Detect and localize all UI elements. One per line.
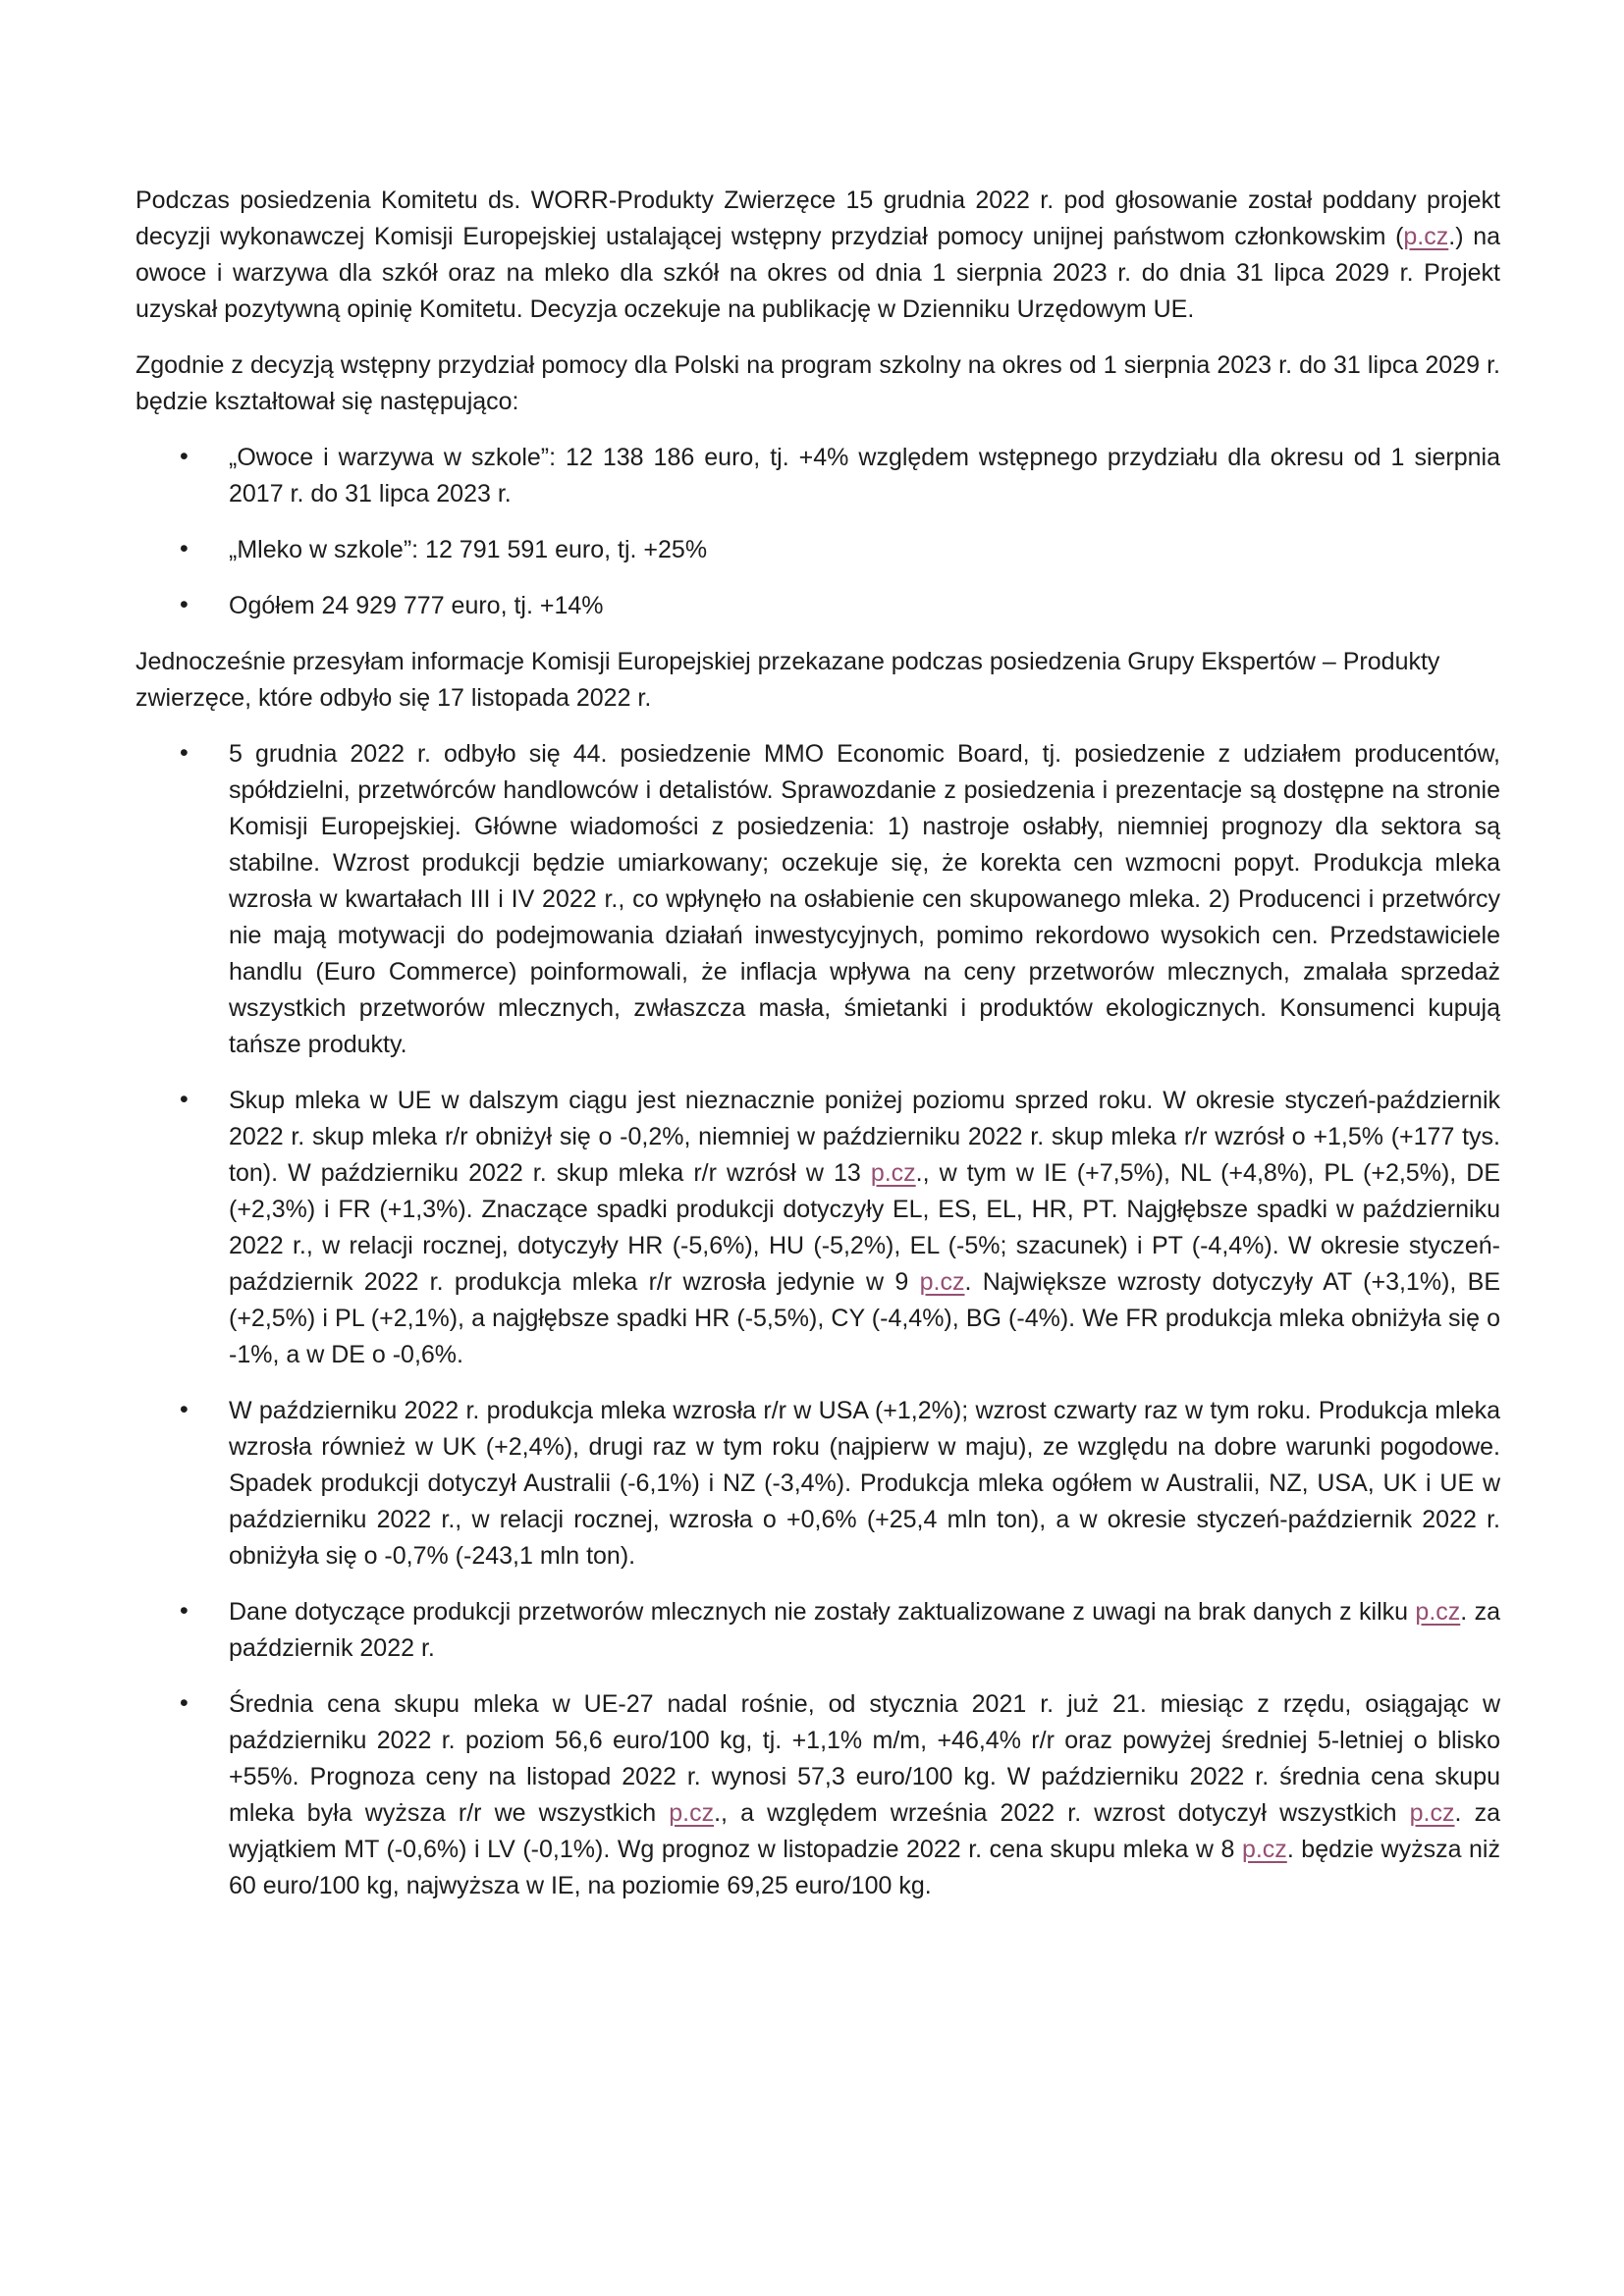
text-run: . będzie wyższa niż 60 euro/100 kg, najwyższa w IE, na poziomie 69,25 euro/100 kg. — [229, 1836, 1500, 1899]
text-run: Dane dotyczące produkcji przetworów mlecznych nie zostały zaktualizowane z uwagi na brak danych z kilku — [229, 1598, 1416, 1626]
bullet-item — [135, 588, 1500, 624]
bullet-icon: • — [180, 1396, 189, 1423]
text-run: „Mleko w szkole”: 12 791 591 euro, tj. +25% — [229, 536, 708, 563]
bullet-icon: • — [180, 1597, 189, 1625]
text-run: ., a względem września 2022 r. wzrost dotyczył wszystkich — [714, 1799, 1410, 1827]
text-run: W październiku 2022 r. produkcja mleka wzrosła r/r w USA (+1,2%); wzrost czwarty raz w tym roku. Produkcja mleka wzrosła również w UK (+2,4%), drugi raz w tym roku (najpierw w maju), ze względu na dobre warunki pogodowe. Spadek produkcji dotyczył Australii (-6,1%) i NZ (-3,4%). Produkcja mleka ogółem w Australii, NZ, USA, UK i UE w październiku 2022 r., w relacji rocznej, wzrosła o +0,6% (+25,4 mln ton), a w okresie styczeń-październik 2022 r. obniżyła się o -0,7% (-243,1 mln ton). — [229, 1397, 1500, 1570]
text-run: . za październik 2022 r. — [229, 1598, 1501, 1662]
text-run: Średnia cena skupu mleka w UE-27 nadal rośnie, od stycznia 2021 r. już 21. miesiąc z rzędu, osiągając w październiku 2022 r. poziom 56,6 euro/100 kg, tj. +1,1% m/m, +46,4% r/r oraz powyżej średniej 5-letniej o blisko +55%. Prognoza ceny na listopad 2022 r. wynosi 57,3 euro/100 kg. W październiku 2022 r. średnia cena skupu mleka była wyższa r/r we wszystkich — [229, 1690, 1500, 1827]
text-run: ., w tym w IE (+7,5%), NL (+4,8%), PL (+2,5%), DE (+2,3%) i FR (+1,3%). Znaczące spadki produkcji dotyczyły EL, ES, EL, HR, PT. Najgłębsze spadki w październiku 2022 r., w relacji rocznej, dotyczyły HR (-5,6%), HU (-5,2%), EL (-5%; szacunek) i PT (-4,4%). W okresie styczeń-październik 2022 r. produkcja mleka r/r wzrosła jedynie w 9 — [229, 1159, 1500, 1296]
bullet-item — [135, 1594, 1500, 1667]
bullet-item-text — [229, 1393, 1500, 1575]
text-run: Jednocześnie przesyłam informacje Komisji Europejskiej przekazane podczas posiedzenia Grupy Ekspertów – Produkty zwierzęce, które odbyło się 17 listopada 2022 r. — [135, 648, 1440, 712]
text-run: .) na owoce i warzywa dla szkół oraz na mleko dla szkół na okres od dnia 1 sierpnia 2023 r. do dnia 31 lipca 2029 r. Projekt uzyskał pozytywną opinię Komitetu. Decyzja oczekuje na publikację w Dzienniku Urzędowym UE. — [135, 223, 1500, 323]
p-cz-link[interactable]: p.cz — [1409, 1799, 1455, 1827]
bullet-item — [135, 1393, 1500, 1575]
bullet-item-text — [229, 1083, 1500, 1373]
text-run: Ogółem 24 929 777 euro, tj. +14% — [229, 592, 604, 619]
text-run: . Największe wzrosty dotyczyły AT (+3,1%), BE (+2,5%) i PL (+2,1%), a najgłębsze spadki HR (-5,5%), CY (-4,4%), BG (-4%). We FR produkcja mleka obniżyła się o -1%, a w DE o -0,6%. — [229, 1268, 1500, 1368]
p-cz-link[interactable]: p.cz — [870, 1159, 916, 1187]
p-cz-link[interactable]: p.cz — [669, 1799, 715, 1827]
paragraph — [135, 644, 1500, 717]
p-cz-link[interactable]: p.cz — [1415, 1598, 1461, 1626]
bullet-icon: • — [180, 739, 189, 767]
text-run: Skup mleka w UE w dalszym ciągu jest nieznacznie poniżej poziomu sprzed roku. W okresie styczeń-październik 2022 r. skup mleka r/r obniżył się o -0,2%, niemniej w październiku 2022 r. skup mleka r/r wzrósł o +1,5% (+177 tys. ton). W październiku 2022 r. skup mleka r/r wzrósł w 13 — [229, 1087, 1500, 1187]
bullet-item-text — [229, 1686, 1500, 1904]
text-run: . za wyjątkiem MT (-0,6%) i LV (-0,1%). Wg prognoz w listopadzie 2022 r. cena skupu mleka w 8 — [229, 1799, 1500, 1863]
bullet-item-text — [229, 440, 1500, 512]
bullet-item-text — [229, 736, 1500, 1063]
paragraph — [135, 183, 1500, 328]
bullet-icon: • — [180, 443, 189, 470]
bullet-item-text — [229, 588, 1500, 624]
bullet-item — [135, 532, 1500, 568]
bullet-item-text — [229, 1594, 1500, 1667]
bullet-item — [135, 1686, 1500, 1904]
text-run: 5 grudnia 2022 r. odbyło się 44. posiedzenie MMO Economic Board, tj. posiedzenie z udziałem producentów, spółdzielni, przetwórców handlowców i detalistów. Sprawozdanie z posiedzenia i prezentacje są dostępne na stronie Komisji Europejskiej. Główne wiadomości z posiedzenia: 1) nastroje osłabły, niemniej prognozy dla sektora są stabilne. Wzrost produkcji będzie umiarkowany; oczekuje się, że korekta cen wzmocni popyt. Produkcja mleka wzrosła w kwartałach III i IV 2022 r., co wpłynęło na osłabienie cen skupowanego mleka. 2) Producenci i przetwórcy nie mają motywacji do podejmowania działań inwestycyjnych, pomimo rekordowo wysokich cen. Przedstawiciele handlu (Euro Commerce) poinformowali, że inflacja wpływa na ceny przetworów mlecznych, zmalała sprzedaż wszystkich przetworów mlecznych, zwłaszcza masła, śmietanki i produktów ekologicznych. Konsumenci kupują tańsze produkty. — [229, 740, 1500, 1058]
bullet-item — [135, 440, 1500, 512]
bullet-item-text — [229, 532, 1500, 568]
text-run: „Owoce i warzywa w szkole”: 12 138 186 euro, tj. +4% względem wstępnego przydziału dla okresu od 1 sierpnia 2017 r. do 31 lipca 2023 r. — [229, 444, 1500, 507]
p-cz-link[interactable]: p.cz — [1241, 1836, 1287, 1863]
p-cz-link[interactable]: p.cz — [919, 1268, 965, 1296]
bullet-icon: • — [180, 535, 189, 562]
paragraph — [135, 347, 1500, 420]
text-run: Zgodnie z decyzją wstępny przydział pomocy dla Polski na program szkolny na okres od 1 sierpnia 2023 r. do 31 lipca 2029 r. będzie kształtował się następująco: — [135, 351, 1500, 415]
bullet-icon: • — [180, 591, 189, 618]
bullet-item — [135, 736, 1500, 1063]
bullet-icon: • — [180, 1086, 189, 1113]
bullet-icon: • — [180, 1689, 189, 1717]
bullet-item — [135, 1083, 1500, 1373]
p-cz-link[interactable]: p.cz — [1403, 223, 1449, 250]
text-run: Podczas posiedzenia Komitetu ds. WORR-Produkty Zwierzęce 15 grudnia 2022 r. pod głosowanie został poddany projekt decyzji wykonawczej Komisji Europejskiej ustalającej wstępny przydział pomocy unijnej państwom członkowskim ( — [135, 187, 1500, 250]
